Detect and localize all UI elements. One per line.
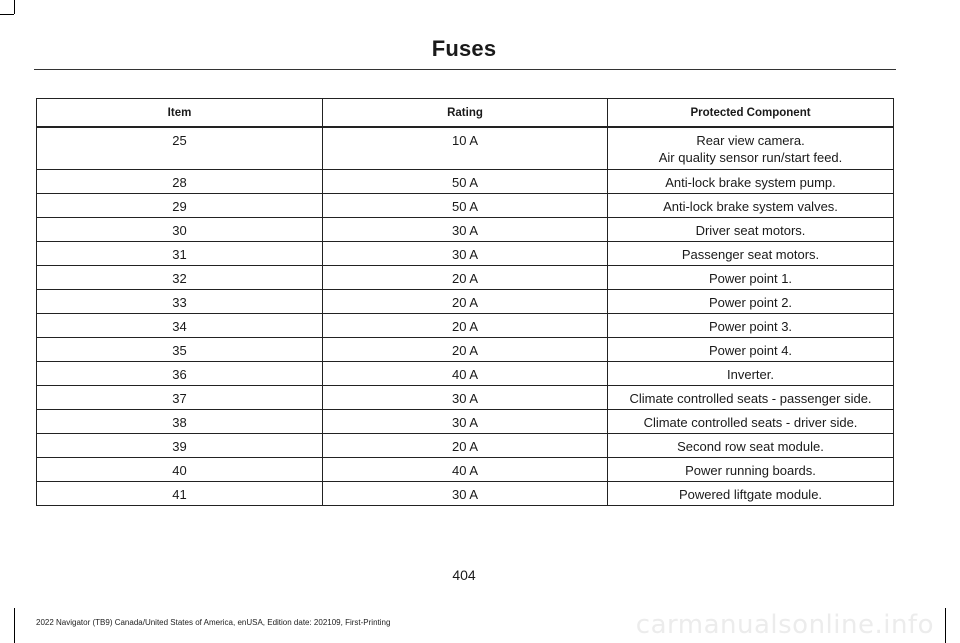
table-row (37, 313, 894, 337)
protected-component (608, 265, 894, 289)
protected-component (608, 361, 894, 385)
table-row (37, 241, 894, 265)
fuse-item-number: 32 (37, 265, 323, 289)
table-row (37, 433, 894, 457)
table-row (37, 337, 894, 361)
protected-component (608, 289, 894, 313)
protected-component (608, 481, 894, 505)
fuse-item-number: 31 (37, 241, 323, 265)
fuse-rating: 30 A (323, 481, 608, 505)
table-row (37, 193, 894, 217)
crop-mark-bottom-right-vertical (945, 608, 946, 643)
protected-component-line: Anti-lock brake system pump. (665, 174, 836, 190)
table-row (37, 457, 894, 481)
page-number: 404 (452, 567, 476, 583)
fuse-item-number: 39 (37, 433, 323, 457)
protected-component (608, 433, 894, 457)
protected-component-line: Power point 2. (708, 294, 793, 310)
fuse-item-number: 28 (37, 169, 323, 193)
protected-component-line: Power point 4. (708, 342, 793, 358)
crop-mark-top-left-vertical (14, 0, 15, 14)
protected-component (608, 385, 894, 409)
fuse-rating: 30 A (323, 241, 608, 265)
fuse-item-number: 29 (37, 193, 323, 217)
protected-component-line: Powered liftgate module. (678, 486, 823, 502)
table-row (37, 169, 894, 193)
fuse-item-number: 25 (37, 127, 323, 169)
protected-component-line: Power running boards. (685, 462, 816, 478)
fuse-rating: 20 A (323, 265, 608, 289)
table-header-row (37, 99, 894, 128)
crop-mark-bottom-left-vertical (14, 608, 15, 643)
watermark: carmanualsonline.info (635, 610, 934, 640)
fuse-item-number: 37 (37, 385, 323, 409)
table-row (37, 385, 894, 409)
fuse-rating: 30 A (323, 217, 608, 241)
protected-component-line: Climate controlled seats - passenger side. (629, 390, 872, 406)
crop-mark-top-left-horizontal (0, 14, 14, 15)
protected-component (608, 193, 894, 217)
fuse-item-number: 40 (37, 457, 323, 481)
table-row (37, 265, 894, 289)
fuse-rating: 40 A (323, 361, 608, 385)
fuse-table (36, 98, 894, 506)
fuse-item-number: 35 (37, 337, 323, 361)
fuse-rating: 50 A (323, 169, 608, 193)
fuse-rating: 20 A (323, 337, 608, 361)
protected-component-line: Power point 1. (708, 270, 793, 286)
column-header-item: Item (37, 99, 323, 128)
fuse-item-number: 38 (37, 409, 323, 433)
fuse-rating: 30 A (323, 409, 608, 433)
fuse-item-number: 36 (37, 361, 323, 385)
protected-component (608, 217, 894, 241)
fuse-item-number: 34 (37, 313, 323, 337)
protected-component (608, 169, 894, 193)
protected-component-line: Climate controlled seats - driver side. (643, 414, 858, 430)
protected-component (608, 313, 894, 337)
table-row (37, 217, 894, 241)
column-header-rating: Rating (323, 99, 608, 128)
fuse-rating: 20 A (323, 433, 608, 457)
fuse-item-number: 33 (37, 289, 323, 313)
title-divider (34, 69, 896, 70)
protected-component-line: Power point 3. (708, 318, 793, 334)
fuse-rating: 10 A (323, 127, 608, 169)
protected-component-line: Passenger seat motors. (681, 246, 820, 262)
fuse-item-number: 41 (37, 481, 323, 505)
protected-component-line: Rear view camera. (696, 133, 805, 148)
edition-footer: 2022 Navigator (TB9) Canada/United States of America, enUSA, Edition date: 202109, First-Printing (36, 618, 391, 627)
protected-component (608, 457, 894, 481)
protected-component-line: Driver seat motors. (695, 222, 806, 238)
table-row (37, 481, 894, 505)
protected-component-line: Inverter. (727, 366, 774, 382)
fuse-rating: 50 A (323, 193, 608, 217)
protected-component-line: Anti-lock brake system valves. (663, 198, 838, 214)
fuse-item-number: 30 (37, 217, 323, 241)
fuse-rating: 40 A (323, 457, 608, 481)
protected-component-line: Air quality sensor run/start feed. (658, 150, 843, 165)
page-title: Fuses (431, 36, 497, 61)
protected-component (608, 127, 894, 169)
table-row (37, 361, 894, 385)
fuse-rating: 20 A (323, 313, 608, 337)
protected-component (608, 409, 894, 433)
fuse-table-body (37, 127, 894, 505)
fuse-rating: 30 A (323, 385, 608, 409)
protected-component (608, 241, 894, 265)
protected-component (608, 337, 894, 361)
fuse-rating: 20 A (323, 289, 608, 313)
protected-component-line: Second row seat module. (677, 438, 824, 454)
column-header-protected-component: Protected Component (608, 99, 894, 128)
table-row (37, 289, 894, 313)
table-row (37, 127, 894, 169)
table-row (37, 409, 894, 433)
